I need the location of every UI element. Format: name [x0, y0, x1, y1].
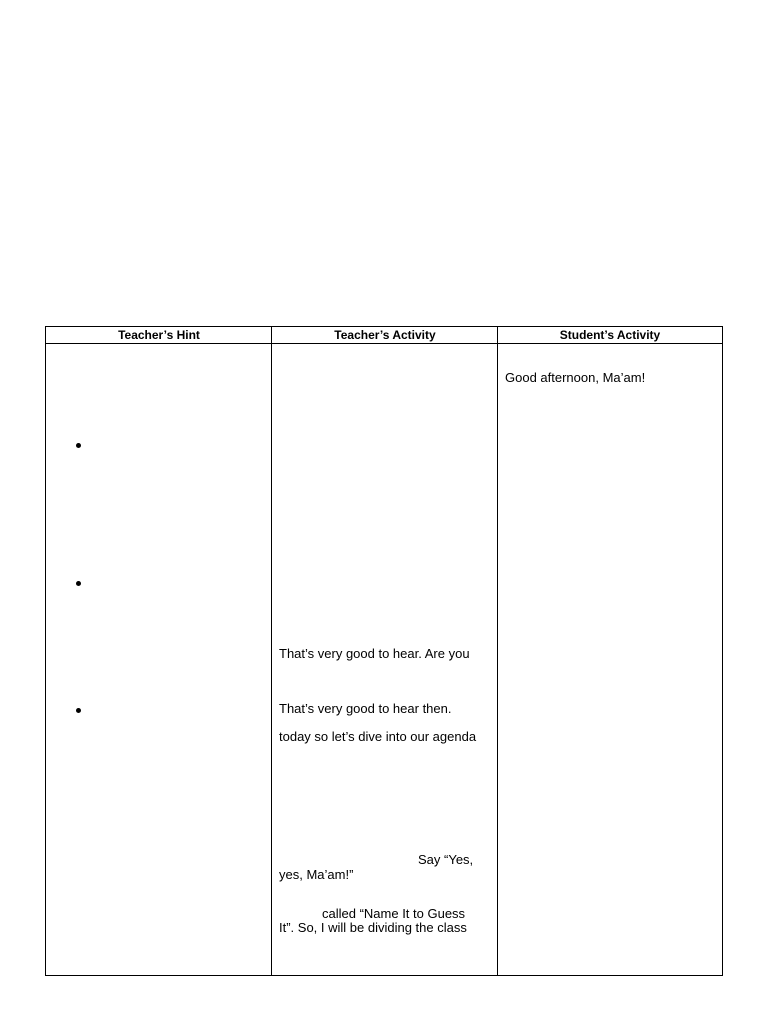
teacher-line-1: That’s very good to hear. Are you: [279, 646, 470, 661]
hint-bullet-2: [76, 581, 81, 586]
teacher-line-2: That’s very good to hear then.: [279, 701, 452, 716]
hint-bullet-3: [76, 708, 81, 713]
column-divider-2: [497, 327, 498, 975]
student-greeting: Good afternoon, Ma’am!: [505, 370, 646, 385]
hint-bullet-1: [76, 443, 81, 448]
header-students-activity: Student’s Activity: [498, 327, 722, 344]
teacher-line-6: called “Name It to Guess: [322, 906, 466, 921]
teacher-line-3: today so let’s dive into our agenda: [279, 729, 477, 744]
teacher-line-4: Say “Yes,: [418, 852, 474, 867]
lesson-plan-table: [45, 326, 723, 976]
column-divider-1: [271, 327, 272, 975]
teacher-line-5: yes, Ma’am!”: [279, 867, 354, 882]
header-teachers-activity: Teacher’s Activity: [272, 327, 498, 344]
header-teachers-hint: Teacher’s Hint: [46, 327, 272, 344]
teacher-line-7: It”. So, I will be dividing the class: [279, 920, 467, 935]
